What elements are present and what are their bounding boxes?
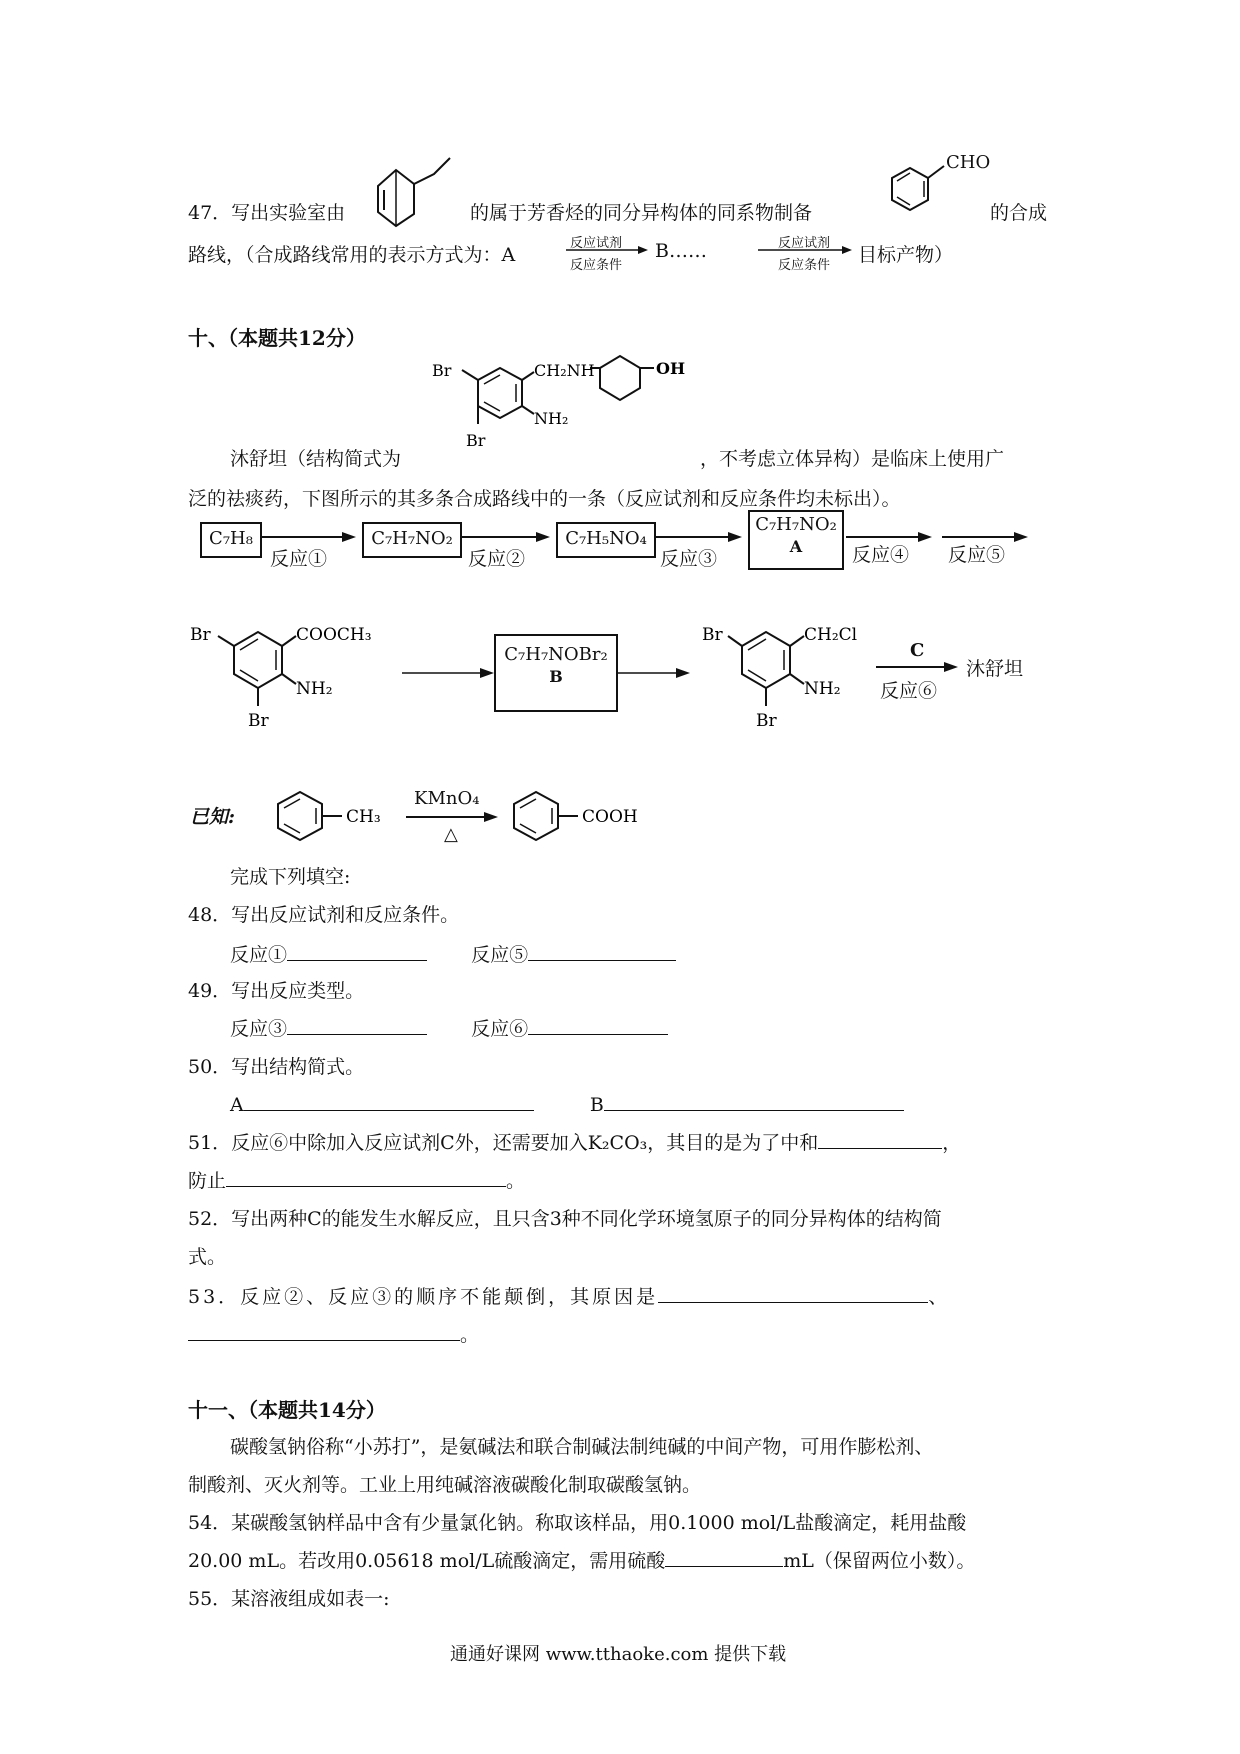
ester-structure (188, 622, 408, 742)
q49-text: 49．写出反应类型。 (188, 980, 365, 1002)
known-cond: △ (444, 824, 458, 845)
q53-blank2[interactable] (188, 1320, 460, 1341)
flow-box-b-label: B (549, 667, 563, 686)
flow-r1 (270, 544, 327, 571)
q49-r6-blank[interactable] (528, 1014, 668, 1035)
section10-intro-l1-a: 沐舒坦（结构简式为 (230, 448, 402, 470)
chloride-ch2cl: CH₂Cl (804, 625, 858, 645)
q49-r6-label: 反应⑥ (471, 1018, 529, 1040)
ambroxol-br-top: Br (432, 361, 452, 380)
q48-r5-label: 反应⑤ (471, 944, 529, 966)
chloride-nh2: NH₂ (804, 679, 841, 699)
flow-box-a-label: A (789, 537, 803, 556)
q47-line2-suffix: 目标产物） (858, 244, 954, 266)
q47-cho-label: CHO (946, 152, 991, 173)
flow-box-c7h5no4 (556, 522, 656, 558)
q47-line1-mid: 的属于芳香烃的同分异构体的同系物制备 (470, 202, 813, 224)
flow-r4-label: 反应④ (852, 544, 910, 566)
q55-text: 55．某溶液组成如表一: (188, 1588, 390, 1610)
q48-answers (230, 940, 676, 967)
flow-box-c7h7no2-text: C₇H₇NO₂ (371, 528, 453, 549)
flow-r5 (948, 540, 1005, 567)
known-ch3: CH₃ (346, 807, 381, 827)
ester-br-bottom: Br (248, 711, 269, 731)
flow-box-c7h8 (200, 522, 262, 558)
q52-line2: 式。 (188, 1246, 227, 1268)
q49-r3-label: 反应③ (230, 1018, 288, 1040)
ambroxol-nh2: NH₂ (534, 409, 569, 428)
section10-intro-l2: 泛的祛痰药，下图所示的其多条合成路线中的一条（反应试剂和反应条件均未标出）。 (188, 488, 901, 510)
q51-text-c: 防止 (188, 1170, 227, 1192)
flow-r1-label: 反应① (270, 548, 328, 570)
q53-text-c: 。 (460, 1324, 480, 1346)
section10-intro-l1-b: ，不考虑立体异构）是临床上使用广 (700, 448, 1005, 470)
q50-b-label: B (589, 1093, 604, 1116)
flow-arrow-3 (654, 530, 746, 544)
flow-arrow-1 (260, 530, 360, 544)
flow-arrow-7 (618, 666, 694, 680)
flow-arrow-8 (876, 660, 962, 674)
known-cooh: COOH (582, 807, 638, 827)
q50-answers (230, 1090, 904, 1116)
q54-text-a: 20.00 mL。若改用0.05618 mol/L硫酸滴定，需用硫酸 (188, 1550, 666, 1572)
q52-line1: 52．写出两种C的能发生水解反应，且只含3种不同化学环境氢原子的同分异构体的结构简 (188, 1208, 942, 1230)
flow-product: 沐舒坦 (966, 658, 1024, 680)
known-benzoic-structure (500, 782, 670, 852)
known-label: 已知: (190, 806, 236, 828)
flow-box-c7h8-text: C₇H₈ (209, 528, 253, 549)
flow-r6 (880, 676, 937, 703)
flow-box-a-formula: C₇H₇NO₂ (755, 514, 837, 535)
q49-answers (230, 1014, 668, 1041)
q51-line1 (188, 1128, 961, 1155)
q53-line1 (188, 1282, 950, 1309)
q47-line1-prefix: 47．写出实验室由 (188, 202, 346, 224)
flow-r5-label: 反应⑤ (948, 544, 1006, 566)
section11-p1-l1: 碳酸氢钠俗称“小苏打”，是氨碱法和联合制碱法制纯碱的中间产物，可用作膨松剂、 (230, 1436, 934, 1458)
q47-arrow2-bottom: 反应条件 (778, 258, 831, 273)
q51-line2 (188, 1166, 525, 1193)
section11-p1-l2: 制酸剂、灭火剂等。工业上用纯碱溶液碳酸化制取碳酸氢钠。 (188, 1474, 702, 1496)
flow-r3 (660, 544, 717, 571)
fill-in-instruction: 完成下列填空: (230, 866, 351, 888)
flow-box-b-formula: C₇H₇NOBr₂ (504, 644, 608, 665)
q51-text-a: 51．反应⑥中除加入反应试剂C外，还需要加入K₂CO₃，其目的是为了中和 (188, 1132, 819, 1154)
q51-text-b: ， (942, 1132, 962, 1154)
ambroxol-br-bottom: Br (466, 431, 486, 450)
q48-r1-blank[interactable] (287, 940, 427, 961)
q54-blank[interactable] (665, 1546, 783, 1567)
flow-c-label: C (910, 640, 925, 661)
ester-cooch3: COOCH₃ (296, 625, 372, 645)
flow-box-b (494, 634, 618, 712)
q49-r3-blank[interactable] (287, 1014, 427, 1035)
q50-a-label: A (230, 1093, 244, 1116)
section11-title: 十一、（本题共14分） (188, 1398, 386, 1422)
q50-text: 50．写出结构简式。 (188, 1056, 365, 1078)
page-footer: 通通好课网 www.tthaoke.com 提供下载 (450, 1644, 787, 1665)
q47-arrow1-bottom: 反应条件 (570, 258, 623, 273)
flow-r2 (468, 544, 525, 571)
q54-line1: 54．某碳酸氢钠样品中含有少量氯化钠。称取该样品，用0.1000 mol/L盐酸滴定，耗用盐酸 (188, 1512, 967, 1534)
q48-text: 48．写出反应试剂和反应条件。 (188, 904, 460, 926)
ester-nh2: NH₂ (296, 679, 333, 699)
ambroxol-structure (430, 352, 740, 462)
q51-blank2[interactable] (226, 1166, 506, 1187)
flow-arrow-6 (402, 666, 498, 680)
q47-mid: B…… (655, 240, 707, 262)
q54-text-b: mL（保留两位小数）。 (783, 1550, 976, 1572)
vinyl-norbornene-structure (366, 152, 466, 232)
flow-box-a (748, 510, 844, 570)
q53-blank1[interactable] (658, 1282, 928, 1303)
known-toluene-structure (264, 782, 414, 852)
q51-text-d: 。 (506, 1170, 526, 1192)
ester-br-top: Br (190, 625, 211, 645)
flow-box-c7h7no2 (362, 522, 462, 558)
ambroxol-ch2nh: CH₂NH (534, 361, 595, 380)
q50-b-blank[interactable] (604, 1090, 904, 1111)
q47-arrow1-top: 反应试剂 (570, 236, 623, 251)
flow-r6-label: 反应⑥ (880, 680, 938, 702)
q47-arrow2-top: 反应试剂 (778, 236, 831, 251)
q51-blank1[interactable] (818, 1128, 942, 1149)
ambroxol-oh: OH (656, 359, 686, 378)
q53-line2 (188, 1320, 479, 1347)
q50-a-blank[interactable] (244, 1090, 534, 1111)
chloride-br-top: Br (702, 625, 723, 645)
q47-line2-prefix: 路线，（合成路线常用的表示方式为：A (188, 244, 516, 266)
q53-text-a: 53．反应②、反应③的顺序不能颠倒，其原因是 (188, 1286, 659, 1308)
known-reagent: KMnO₄ (414, 788, 480, 809)
q53-text-b: 、 (928, 1286, 951, 1308)
chloride-br-bottom: Br (756, 711, 777, 731)
section10-title: 十、（本题共12分） (188, 326, 366, 350)
q47-line1-suffix: 的合成 (990, 202, 1048, 224)
flow-arrow-2 (460, 530, 554, 544)
q48-r5-blank[interactable] (528, 940, 676, 961)
flow-r4 (852, 540, 909, 567)
known-arrow (406, 810, 502, 824)
q54-line2 (188, 1546, 975, 1573)
chloride-structure (696, 622, 896, 742)
flow-r2-label: 反应② (468, 548, 526, 570)
q48-r1-label: 反应① (230, 944, 288, 966)
flow-r3-label: 反应③ (660, 548, 718, 570)
flow-box-c7h5no4-text: C₇H₅NO₄ (565, 528, 647, 549)
